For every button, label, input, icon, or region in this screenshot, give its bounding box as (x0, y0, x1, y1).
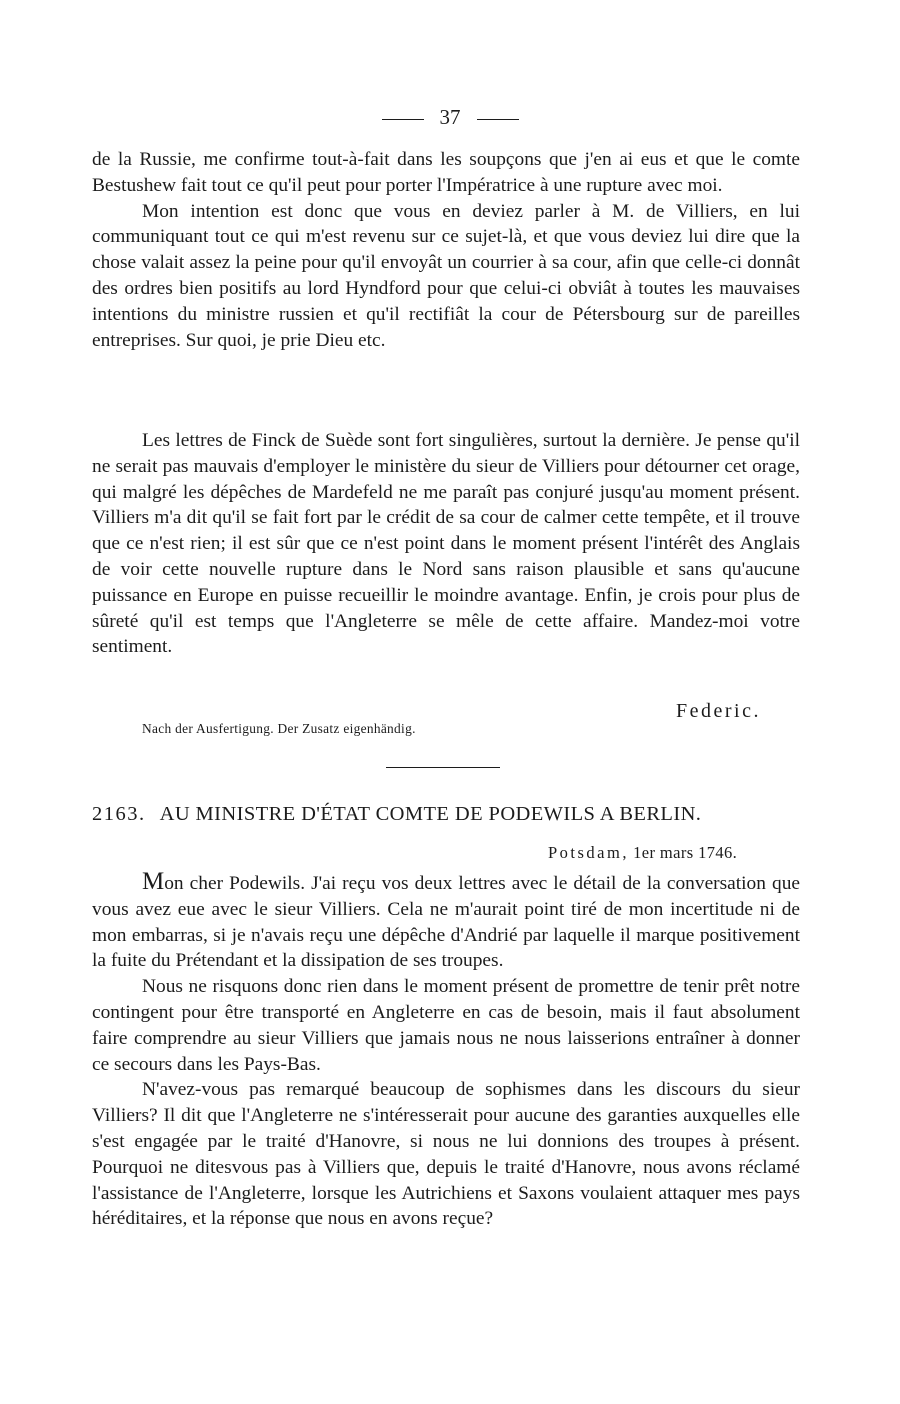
postscript-paragraph: Les lettres de Finck de Suède sont fort singulières, surtout la dernière. Je pense qu'il ne serait pas mauvais d'employer le ministère du sieur de Villiers pour détourner cet orage, qui malgré les dépêches de Mardefeld ne me paraît pas conjuré jusqu'au moment présent. Villiers m'a dit qu'il se fait fort par le crédit de sa cour de calmer cette tempête, et il trouve que ce n'est rien; il est sûr que ce n'est point dans le moment présent l'intérêt des Anglais de voir cette nouvelle rupture dans le Nord sans raison plausible et sans qu'aucune puissance en Europe en puisse recueillir le moindre avantage. Enfin, je crois pour plus de sûreté qu'il est temps que l'Angleterre se mêle de cette affaire. Mandez-moi votre sentiment. (92, 430, 800, 658)
continuation-paragraph: de la Russie, me confirme tout-à-fait dans les soupçons que j'en ai eus et que le comte Bestushew fait tout ce qu'il peut pour porter l'Impératrice à une rupture avec moi. (92, 149, 800, 196)
dateline-place: Potsdam, (548, 843, 629, 862)
document-title: AU MINISTRE D'ÉTAT COMTE DE PODEWILS A BERLIN. (159, 803, 702, 825)
letter-paragraph-1 (92, 869, 800, 974)
source-note: Nach der Ausfertigung. Der Zusatz eigenhändig. (142, 721, 416, 736)
page-number-text: 37 (439, 105, 461, 129)
section-divider (386, 767, 500, 768)
letter-paragraph-3: N'avez-vous pas remarqué beaucoup de sophismes dans les discours du sieur Villiers? Il dit que l'Angleterre ne s'intéresserait pour aucune des garanties auxquelles elle s'est engagée par le traité d'Hanovre, si nous ne lui donnions des troupes à présent. Pourquoi ne ditesvous pas à Villiers que, depuis le traité d'Hanovre, nous avons réclamé l'assistance de l'Angleterre, lorsque les Autrichiens et Saxons voulaient attaquer mes pays héréditaires, et la réponse que nous en avons reçue? (92, 1079, 800, 1230)
postscript (92, 428, 800, 660)
dateline (548, 843, 737, 863)
letter-body (92, 869, 800, 1232)
document-number: 2163. (92, 803, 146, 825)
letter-paragraph-2: Nous ne risquons donc rien dans le moment présent de promettre de tenir prêt notre contingent pour être transporté en Angleterre en cas de besoin, mais il faut absolument faire comprendre au sieur Villiers que jamais nous ne nous laisserions entraîner à donner ce secours dans les Pays-Bas. (92, 976, 800, 1075)
page-number-dash-left (382, 119, 424, 120)
page-number-dash-right (477, 119, 519, 120)
page-number (0, 104, 900, 130)
dateline-date: 1er mars 1746. (633, 843, 738, 862)
signature: Federic. (676, 700, 761, 722)
intention-paragraph: Mon intention est donc que vous en deviez parler à M. de Villiers, en lui communiquant tout ce qui m'est revenu sur ce sujet-là, et que vous deviez lui dire que la chose valait assez la peine pour qu'il envoyât un courrier à sa cour, afin que celle-ci donnât des ordres bien positifs au lord Hyndford pour que celui-ci obviât à toutes les mauvaises intentions du ministre russien et qu'il rectifiât la cour de Pétersbourg sur de pareilles entreprises. Sur quoi, je prie Dieu etc. (92, 200, 800, 351)
letter-paragraph-1-text: on cher Podewils. J'ai reçu vos deux lettres avec le détail de la conversation que vous avez eue avec le sieur Villiers. Cela ne m'aurait point tiré de mon incertitude ni de mon embarras, si je n'avais reçu une dépêche d'Andrié par laquelle il marque positivement la fuite du Prétendant et la dissipation de ses troupes. (92, 873, 800, 972)
salutation-initial: M (142, 868, 165, 895)
document-heading (92, 803, 812, 826)
letter-continuation (92, 147, 800, 353)
